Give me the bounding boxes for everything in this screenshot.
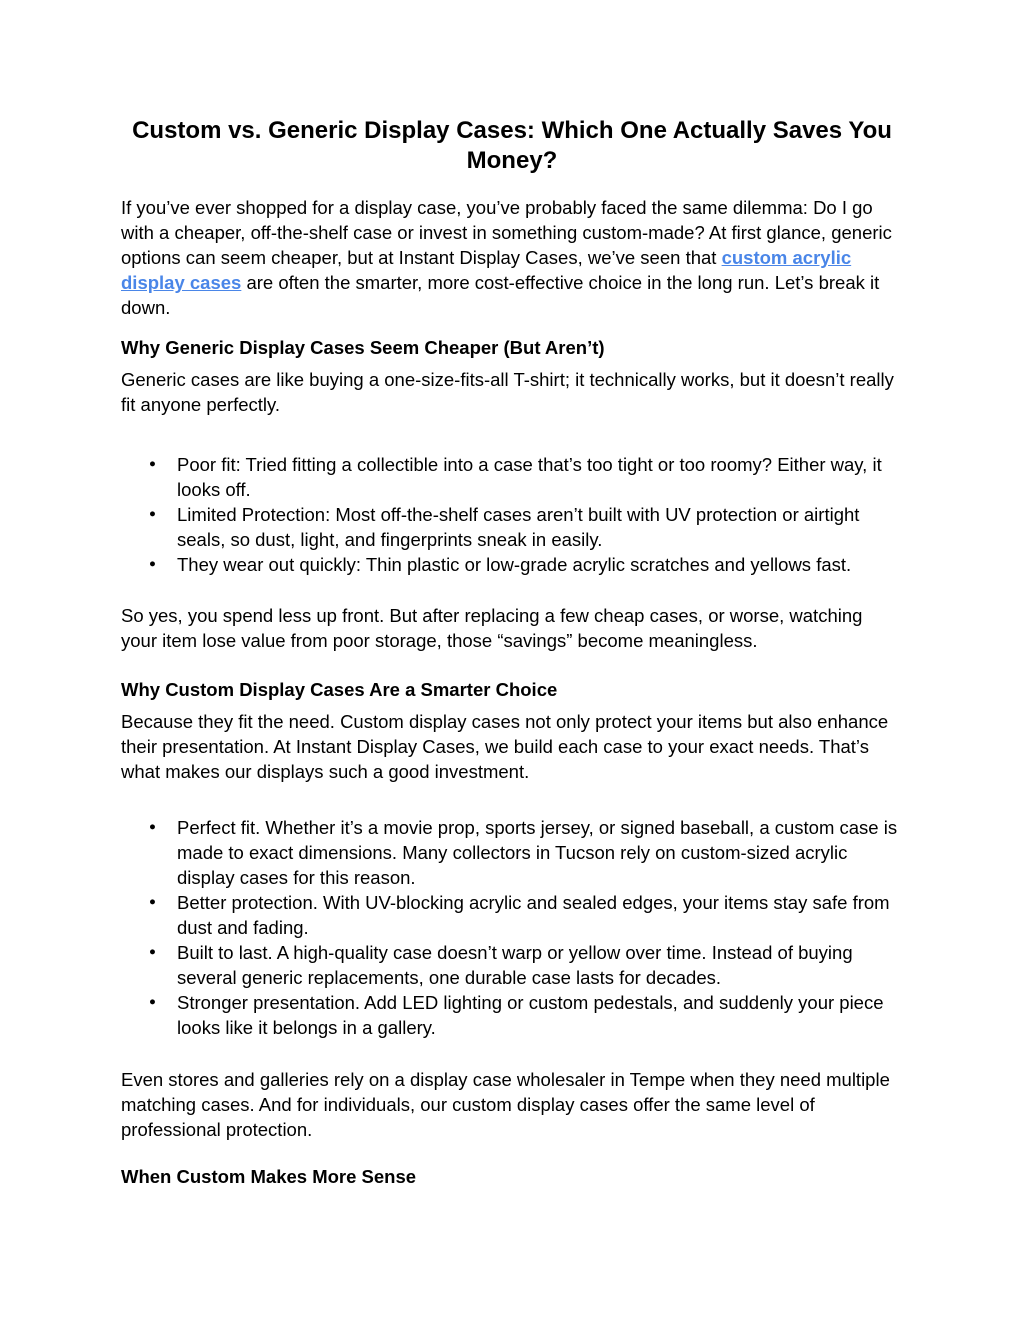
page-title: Custom vs. Generic Display Cases: Which One Actually Saves You Money? bbox=[132, 117, 892, 174]
section-heading-when-custom-makes-more-sense: When Custom Makes More Sense bbox=[121, 1166, 417, 1187]
intro-text-before-link: If you’ve ever shopped for a display case, you’ve probably faced the same dilemma: Do I go with a cheaper, off-the-shelf case or invest in something custom-made? At first glance, generic options can seem cheaper, but at Instant Display Cases, we’ve seen that bbox=[121, 197, 892, 268]
section-paragraph: Generic cases are like buying a one-size-fits-all T-shirt; it technically works, but it doesn’t really fit anyone perfectly. bbox=[121, 369, 894, 415]
section-closing-paragraph: So yes, you spend less up front. But after replacing a few cheap cases, or worse, watching your item lose value from poor storage, those “savings” become meaningless. bbox=[121, 605, 863, 651]
list-item: ● Perfect fit. Whether it’s a movie prop, sports jersey, or signed baseball, a custom case is made to exact dimensions. Many collectors in Tucson rely on custom-sized acrylic display cases for this reason. bbox=[121, 815, 903, 890]
list-item: ● They wear out quickly: Thin plastic or low-grade acrylic scratches and yellows fast. bbox=[121, 552, 903, 577]
section-closing-paragraph: Even stores and galleries rely on a display case wholesaler in Tempe when they need multiple matching cases. And for individuals, our custom display cases offer the same level of professional protection. bbox=[121, 1069, 890, 1140]
section-heading-why-generic-seem-cheaper: Why Generic Display Cases Seem Cheaper (But Aren’t) bbox=[121, 337, 605, 358]
intro-paragraph bbox=[121, 195, 903, 320]
list-item: ● Stronger presentation. Add LED lighting or custom pedestals, and suddenly your piece looks like it belongs in a gallery. bbox=[121, 990, 903, 1040]
section-paragraph: Because they fit the need. Custom display cases not only protect your items but also enhance their presentation. At Instant Display Cases, we build each case to your exact needs. That’s what makes our displays such a good investment. bbox=[121, 711, 889, 782]
list-item: ● Poor fit: Tried fitting a collectible into a case that’s too tight or too roomy? Either way, it looks off. bbox=[121, 452, 903, 502]
section-heading-why-custom-smarter-choice: Why Custom Display Cases Are a Smarter Choice bbox=[121, 679, 558, 700]
list-item: ● Limited Protection: Most off-the-shelf cases aren’t built with UV protection or airtight seals, so dust, light, and fingerprints sneak in easily. bbox=[121, 502, 903, 552]
bullet-list-custom-benefits bbox=[121, 815, 903, 1040]
list-item: ● Built to last. A high-quality case doesn’t warp or yellow over time. Instead of buying several generic replacements, one durable case lasts for decades. bbox=[121, 940, 903, 990]
custom-acrylic-display-cases-link[interactable]: custom acrylic display cases bbox=[121, 247, 852, 293]
list-item: ● Better protection. With UV-blocking acrylic and sealed edges, your items stay safe from dust and fading. bbox=[121, 890, 903, 940]
intro-text-after-link: are often the smarter, more cost-effective choice in the long run. Let’s break it down. bbox=[121, 272, 880, 318]
bullet-list-generic-drawbacks bbox=[121, 452, 903, 577]
